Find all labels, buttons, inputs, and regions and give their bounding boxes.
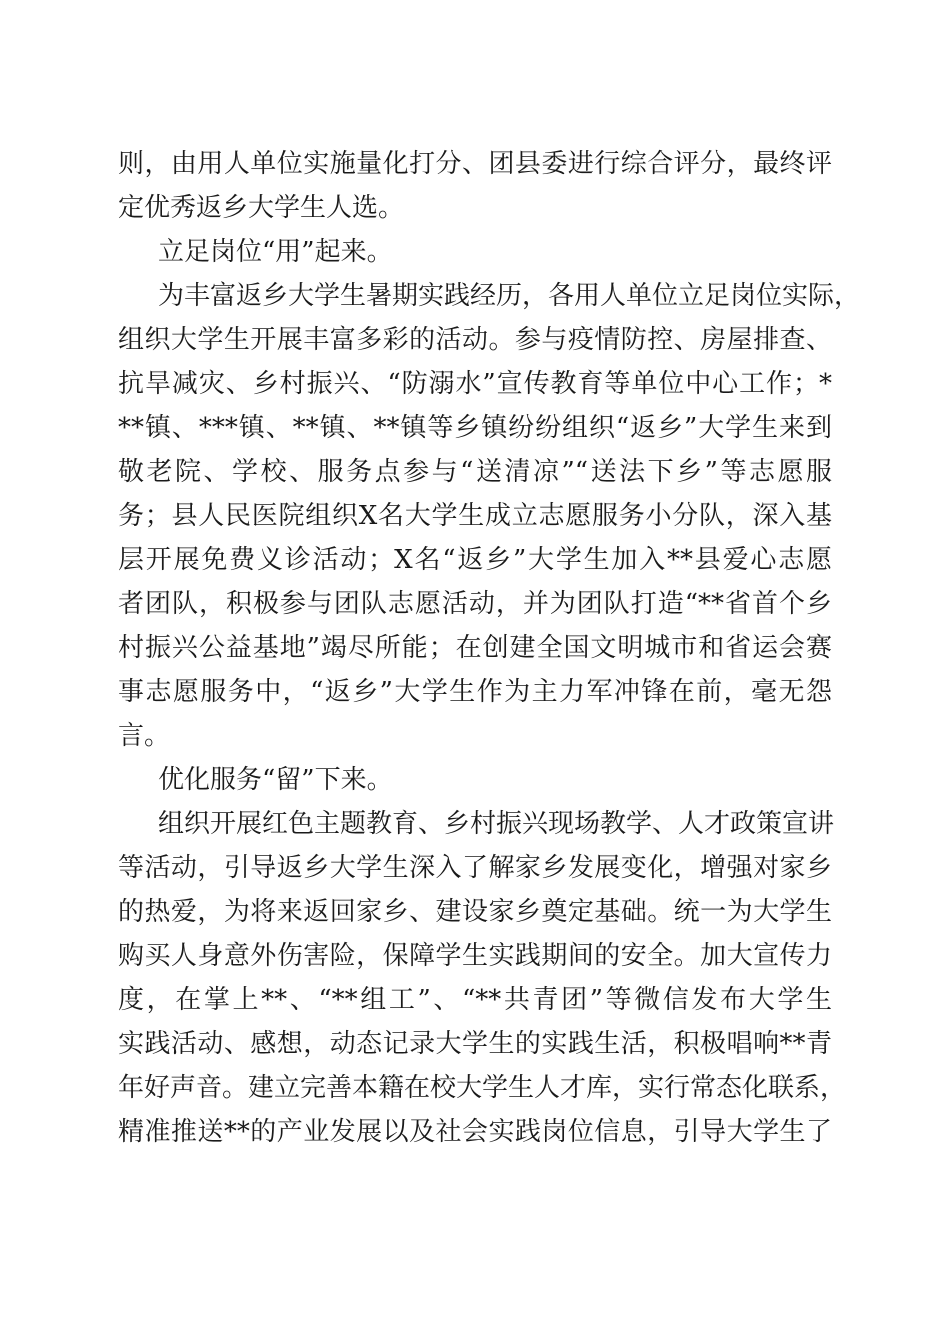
text-line: 等活动，引导返乡大学生深入了解家乡发展变化，增强对家乡 (118, 853, 832, 883)
text-line: 敬老院、学校、服务点参与“送清凉”“送法下乡”等志愿服 (118, 457, 832, 487)
text-line: 的热爱，为将来返回家乡、建设家乡奠定基础。统一为大学生 (118, 897, 832, 927)
text-line: 层开展免费义诊活动；X名“返乡”大学生加入**县爱心志愿 (118, 545, 832, 575)
text-line: 言。 (118, 721, 171, 751)
text-line: 务；县人民医院组织X名大学生成立志愿服务小分队，深入基 (118, 501, 832, 531)
text-line: 实践活动、感想，动态记录大学生的实践生活，积极唱响**青 (118, 1029, 832, 1059)
text-line: 者团队，积极参与团队志愿活动，并为团队打造“**省首个乡 (118, 589, 832, 619)
text-line: 立足岗位“用”起来。 (158, 237, 393, 267)
text-line: 精准推送**的产业发展以及社会实践岗位信息，引导大学生了 (118, 1117, 832, 1147)
text-line: 则，由用人单位实施量化打分、团县委进行综合评分，最终评 (118, 149, 832, 179)
document-page (118, 142, 861, 1154)
text-line: 优化服务“留”下来。 (158, 765, 393, 795)
text-line: 组织大学生开展丰富多彩的活动。参与疫情防控、房屋排查、 (118, 325, 832, 355)
text-line: **镇、***镇、**镇、**镇等乡镇纷纷组织“返乡”大学生来到 (118, 413, 832, 443)
text-line: 购买人身意外伤害险，保障学生实践期间的安全。加大宣传力 (118, 941, 832, 971)
text-line: 定优秀返乡大学生人选。 (118, 193, 405, 223)
text-line: 事志愿服务中，“返乡”大学生作为主力军冲锋在前，毫无怨 (118, 677, 832, 707)
text-line: 年好声音。建立完善本籍在校大学生人才库，实行常态化联系， (118, 1073, 847, 1103)
text-line: 抗旱减灾、乡村振兴、“防溺水”宣传教育等单位中心工作；* (118, 369, 832, 399)
text-line: 组织开展红色主题教育、乡村振兴现场教学、人才政策宣讲 (158, 809, 835, 839)
text-line: 为丰富返乡大学生暑期实践经历，各用人单位立足岗位实际， (158, 281, 861, 311)
text-line: 村振兴公益基地”竭尽所能；在创建全国文明城市和省运会赛 (118, 633, 832, 663)
text-line: 度，在掌上**、“**组工”、“**共青团”等微信发布大学生 (118, 985, 832, 1015)
